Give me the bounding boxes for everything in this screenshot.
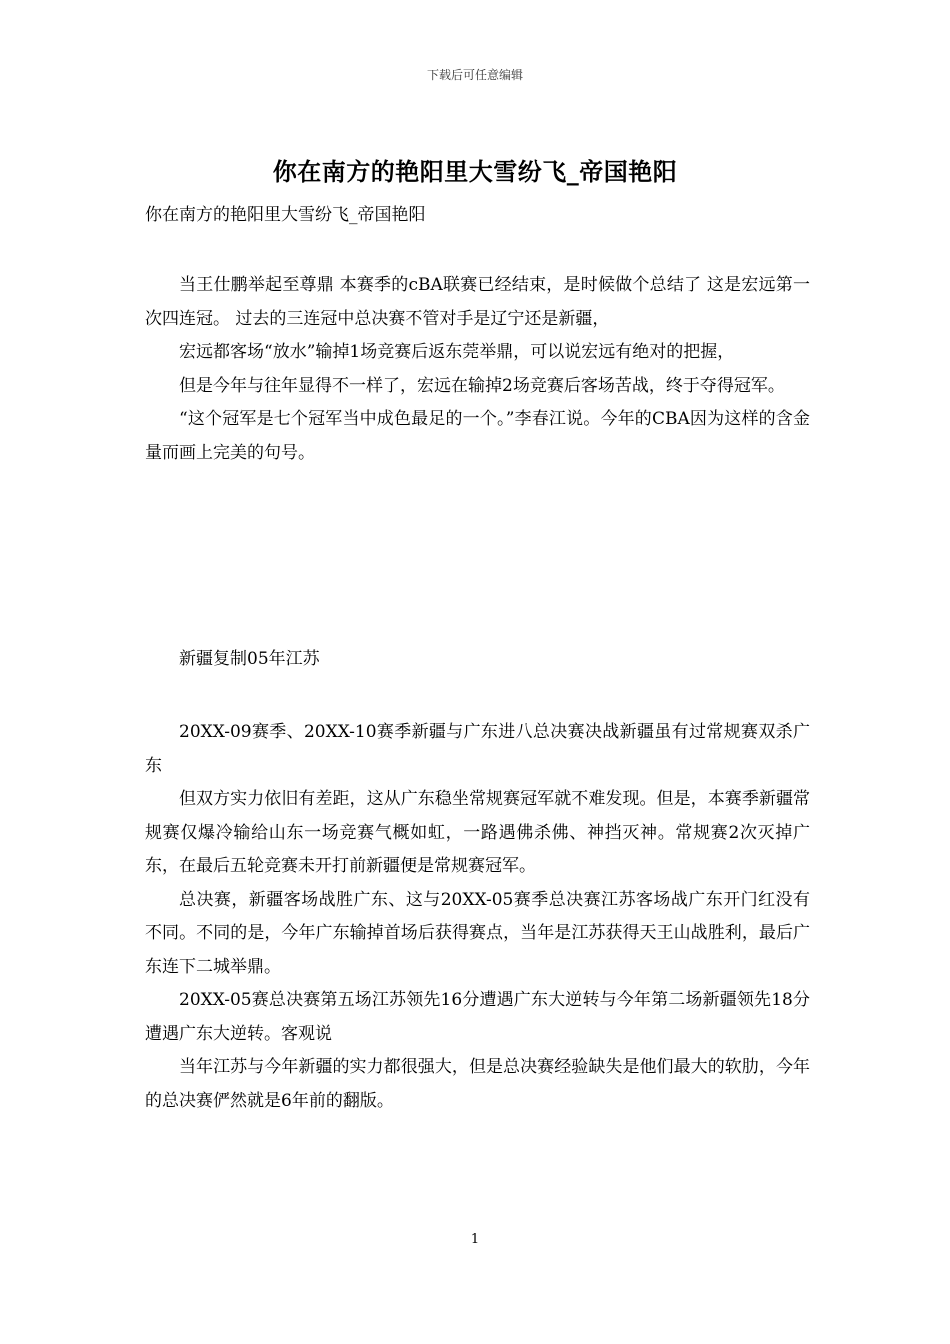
paragraph: 宏远都客场“放水”输掉1场竞赛后返东莞举鼎，可以说宏远有绝对的把握， — [179, 342, 735, 362]
paragraph: 当年江苏与今年新疆的实力都很强大，但是总决赛经验缺失是他们最大的软肋，今年的总决赛俨然就是6年前的翻版。 — [145, 1057, 810, 1111]
header-note: 下载后可任意编辑 — [426, 68, 523, 82]
paragraph: 但双方实力依旧有差距，这从广东稳坐常规赛冠军就不难发现。但是，本赛季新疆常规赛仅爆冷输给山东一场竞赛气概如虹，一路遇佛杀佛、神挡灭神。常规赛2次灭掉广东，在最后五轮竞赛未开打前新疆便是常规赛冠军。 — [145, 789, 810, 876]
page-number: 1 — [470, 1232, 480, 1247]
paragraph: 但是今年与往年显得不一样了，宏远在输掉2场竞赛后客场苦战，终于夺得冠军。 — [179, 375, 785, 396]
section-heading: 新疆复制05年江苏 — [179, 649, 320, 669]
section-1 — [145, 269, 810, 470]
section-2 — [145, 716, 810, 1118]
paragraph: 20XX-09赛季、20XX-10赛季新疆与广东进八总决赛决战新疆虽有过常规赛双杀广东 — [145, 722, 810, 776]
paragraph: 总决赛，新疆客场战胜广东、这与20XX-05赛季总决赛江苏客场战广东开门红没有不同。不同的是，今年广东输掉首场后获得赛点，当年是江苏获得天王山战胜利，最后广东连下二城举鼎。 — [145, 889, 810, 977]
paragraph: “这个冠军是七个冠军当中成色最足的一个。”李春江说。今年的CBA因为这样的含金量而画上完美的句号。 — [145, 409, 810, 463]
paragraph: 当王仕鹏举起至尊鼎 本赛季的cBA联赛已经结束，是时候做个总结了 这是宏远第一次四连冠。 过去的三连冠中总决赛不管对手是辽宁还是新疆， — [145, 275, 810, 329]
section-2-heading-block — [145, 643, 810, 677]
document-title: 你在南方的艳阳里大雪纷飞_帝国艳阳 — [272, 157, 678, 186]
paragraph: 20XX-05赛总决赛第五场江苏领先16分遭遇广东大逆转与今年第二场新疆领先18分遭遇广东大逆转。客观说 — [145, 990, 810, 1044]
document-subtitle: 你在南方的艳阳里大雪纷飞_帝国艳阳 — [145, 205, 426, 225]
